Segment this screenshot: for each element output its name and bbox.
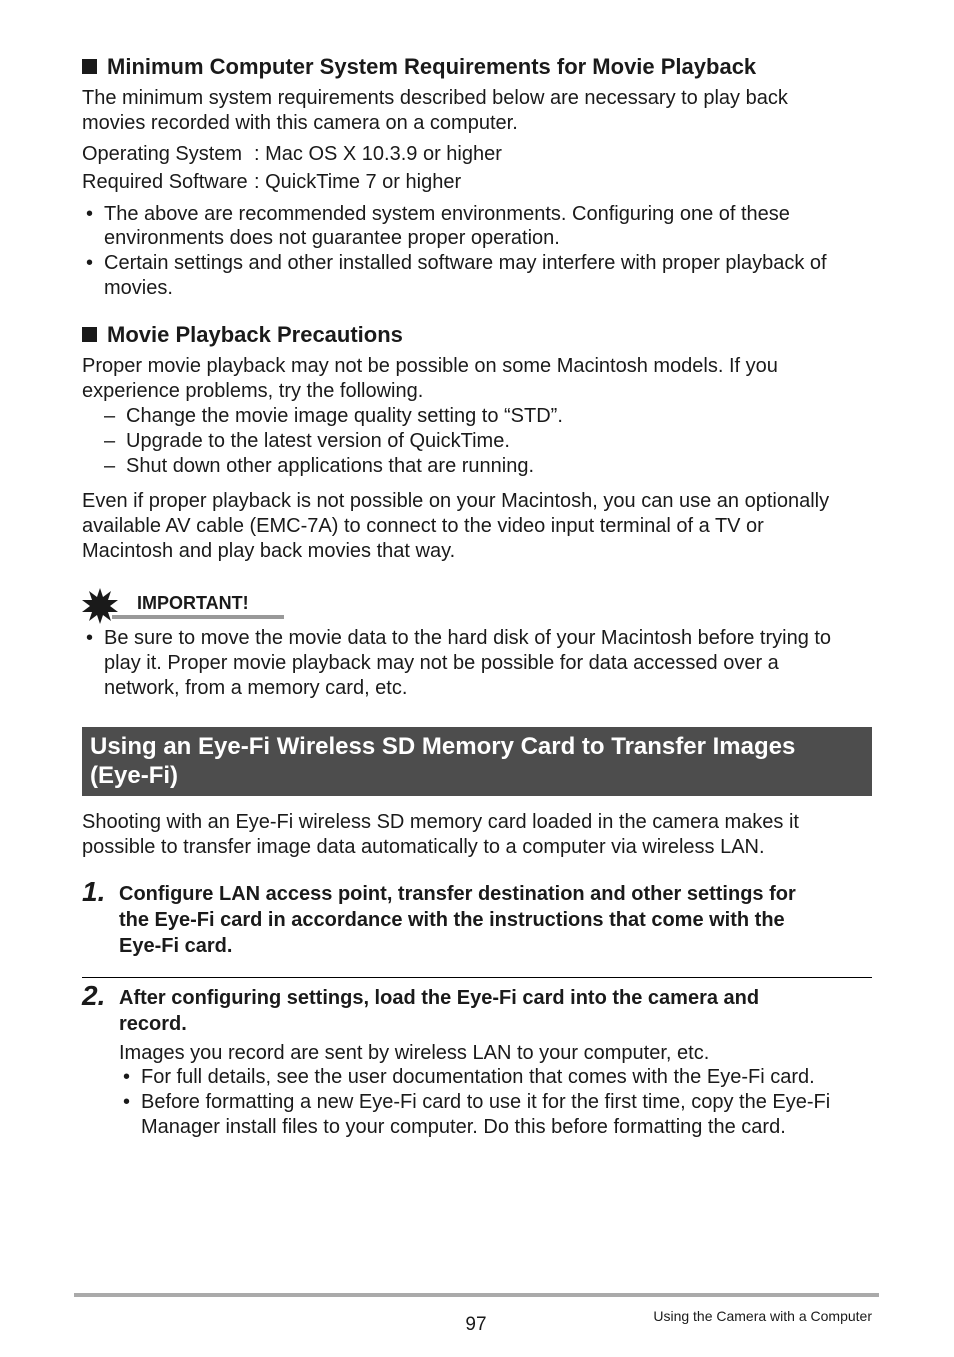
list-item: Manager install files to your computer. Do this before formatting the card. (141, 1116, 786, 1138)
important-label: IMPORTANT! (137, 593, 249, 613)
section-heading-system-requirements: Minimum Computer System Requirements for Movie Playback (82, 54, 756, 80)
step-1-instruction (119, 881, 879, 959)
requirement-os (82, 142, 502, 167)
dash-list (104, 404, 804, 479)
step-line: After configuring settings, load the Eye-Fi card into the camera and (119, 987, 760, 1009)
requirement-label: Required Software (82, 171, 248, 193)
paragraph-line: Even if proper playback is not possible on your Macintosh, you can use an optionally (82, 490, 830, 512)
paragraph-line: experience problems, try the following. (82, 380, 424, 402)
list-item: Upgrade to the latest version of QuickTime. (126, 430, 510, 452)
important-bullet (82, 626, 882, 702)
list-item: The above are recommended system environments. Configuring one of these (104, 203, 790, 225)
bullet-dot: • (123, 1066, 131, 1088)
list-item: environments does not guarantee proper operation. (104, 227, 560, 249)
bullet-dot: • (86, 252, 94, 274)
step-2-instruction (119, 985, 879, 1037)
requirement-value: : Mac OS X 10.3.9 or higher (254, 143, 502, 165)
list-item: Certain settings and other installed software may interfere with proper playback of (104, 252, 827, 274)
step-2-bullets (119, 1065, 879, 1141)
step-number: 2. (82, 980, 106, 1011)
section-title-band (82, 727, 872, 796)
step-number: 1. (82, 876, 106, 907)
paragraph-line: Macintosh and play back movies that way. (82, 540, 456, 562)
square-bullet-icon (82, 327, 97, 342)
list-item: Shut down other applications that are running. (126, 455, 535, 477)
list-item: Change the movie image quality setting to “STD”. (126, 405, 563, 427)
footer-rule (74, 1293, 879, 1297)
bullet-dot: • (123, 1091, 131, 1113)
page-number: 97 (465, 1314, 487, 1335)
footer-chapter-title: Using the Camera with a Computer (653, 1308, 872, 1324)
requirement-label: Operating System (82, 143, 243, 165)
dash-marker: – (104, 455, 116, 477)
step-line: record. (119, 1013, 187, 1035)
list-item: play it. Proper movie playback may not be possible for data accessed over a (104, 652, 779, 674)
list-item: movies. (104, 277, 173, 299)
paragraph-line: Proper movie playback may not be possible on some Macintosh models. If you (82, 355, 778, 377)
important-underline (112, 615, 284, 619)
section-heading-playback-precautions: Movie Playback Precautions (82, 322, 403, 348)
step-divider (82, 977, 872, 978)
list-item: For full details, see the user documentation that comes with the Eye-Fi card. (141, 1066, 815, 1088)
dash-marker: – (104, 430, 116, 452)
list-item: network, from a memory card, etc. (104, 677, 408, 699)
paragraph-line: available AV cable (EMC-7A) to connect to the video input terminal of a TV or (82, 515, 764, 537)
bullet-list (82, 202, 882, 302)
step-line: the Eye-Fi card in accordance with the instructions that come with the (119, 909, 785, 931)
list-item: Be sure to move the movie data to the hard disk of your Macintosh before trying to (104, 627, 832, 649)
bullet-dot: • (86, 203, 94, 225)
list-item: Before formatting a new Eye-Fi card to use it for the first time, copy the Eye-Fi (141, 1091, 831, 1113)
step-body: Images you record are sent by wireless LAN to your computer, etc. (119, 1042, 710, 1064)
requirement-value: : QuickTime 7 or higher (254, 171, 462, 193)
bullet-dot: • (86, 627, 94, 649)
requirement-software (82, 170, 461, 195)
band-title-line: (Eye-Fi) (90, 762, 179, 789)
paragraph-line: Shooting with an Eye-Fi wireless SD memory card loaded in the camera makes it (82, 811, 799, 833)
dash-marker: – (104, 405, 116, 427)
paragraph-line: possible to transfer image data automatically to a computer via wireless LAN. (82, 836, 765, 858)
square-bullet-icon (82, 59, 97, 74)
paragraph-line: The minimum system requirements described below are necessary to play back (82, 87, 788, 109)
step-line: Configure LAN access point, transfer destination and other settings for (119, 883, 796, 905)
band-title-line: Using an Eye-Fi Wireless SD Memory Card to Transfer Images (90, 733, 796, 760)
paragraph-line: movies recorded with this camera on a computer. (82, 112, 518, 134)
step-line: Eye-Fi card. (119, 935, 233, 957)
